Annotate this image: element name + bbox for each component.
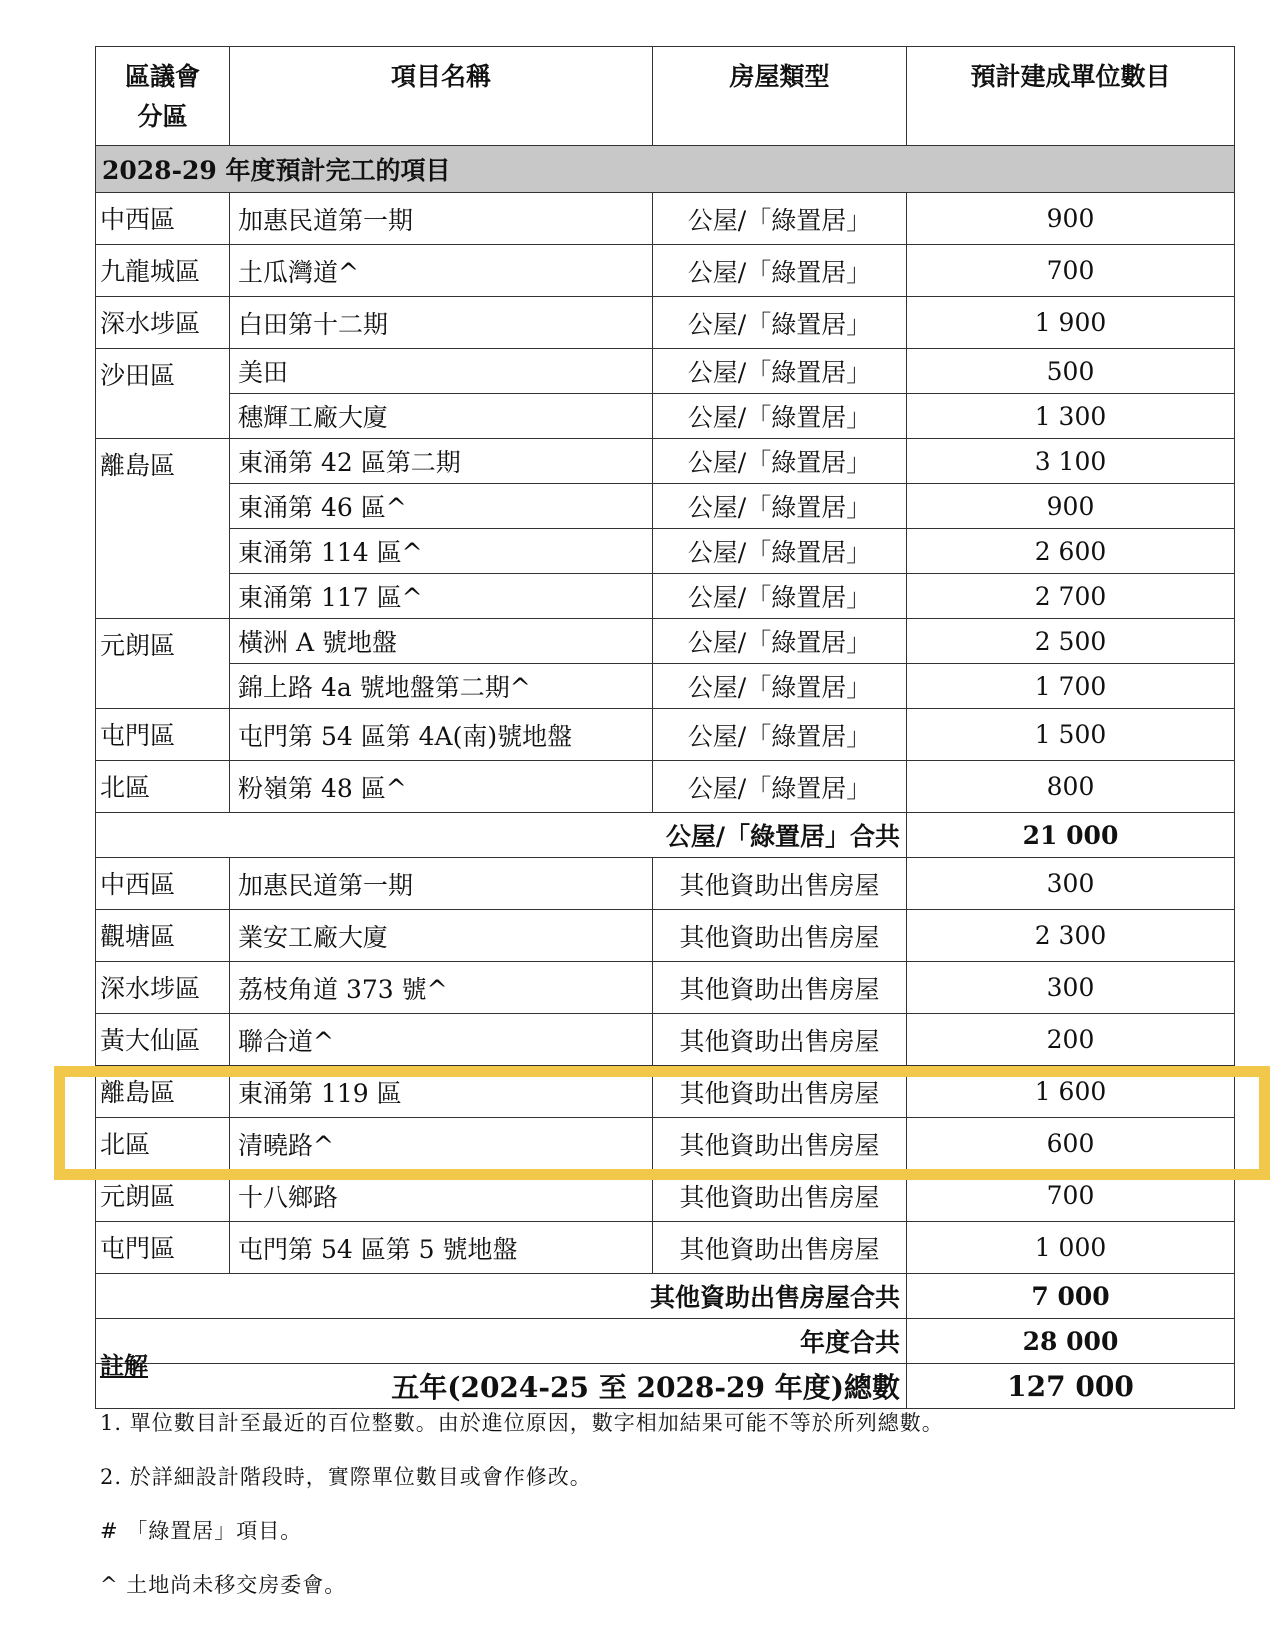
housing-type-cell: 公屋/「綠置居」 <box>653 529 907 574</box>
public-housing-row <box>96 439 1235 484</box>
district-cell: 黃大仙區 <box>96 1014 230 1066</box>
other-housing-row <box>96 1066 1235 1118</box>
project-name-cell: 十八鄉路 <box>230 1170 653 1222</box>
project-name-cell: 東涌第 42 區第二期 <box>230 439 653 484</box>
district-cell: 元朗區 <box>96 619 230 709</box>
header-district <box>96 47 230 146</box>
district-cell: 沙田區 <box>96 349 230 439</box>
district-cell: 離島區 <box>96 439 230 619</box>
housing-type-cell: 其他資助出售房屋 <box>653 1066 907 1118</box>
project-name-cell: 荔枝角道 373 號^ <box>230 962 653 1014</box>
public-housing-row <box>96 529 1235 574</box>
district-cell: 離島區 <box>96 1066 230 1118</box>
table-header-row <box>96 47 1235 146</box>
units-cell: 900 <box>907 484 1235 529</box>
housing-type-cell: 其他資助出售房屋 <box>653 962 907 1014</box>
units-cell: 600 <box>907 1118 1235 1170</box>
header-district-line-2: 分區 <box>137 102 188 131</box>
units-cell: 700 <box>907 1170 1235 1222</box>
housing-type-cell: 公屋/「綠置居」 <box>653 619 907 664</box>
housing-type-cell: 公屋/「綠置居」 <box>653 574 907 619</box>
district-cell: 觀塘區 <box>96 910 230 962</box>
units-cell: 300 <box>907 858 1235 910</box>
other-housing-row <box>96 962 1235 1014</box>
project-name-cell: 業安工廠大廈 <box>230 910 653 962</box>
units-cell: 700 <box>907 245 1235 297</box>
project-name-cell: 東涌第 114 區^ <box>230 529 653 574</box>
public-housing-row <box>96 245 1235 297</box>
other-housing-row <box>96 858 1235 910</box>
notes-section <box>100 1346 944 1623</box>
units-cell: 1 900 <box>907 297 1235 349</box>
year-total-units: 28 000 <box>907 1319 1235 1364</box>
public-housing-row <box>96 297 1235 349</box>
housing-type-cell: 公屋/「綠置居」 <box>653 349 907 394</box>
other-housing-row <box>96 1222 1235 1274</box>
district-cell: 九龍城區 <box>96 245 230 297</box>
grand-total-label: 五年(2024-25 至 2028-29 年度)總數 <box>96 1364 907 1409</box>
housing-type-cell: 公屋/「綠置居」 <box>653 439 907 484</box>
units-cell: 1 600 <box>907 1066 1235 1118</box>
units-cell: 1 300 <box>907 394 1235 439</box>
housing-type-cell: 公屋/「綠置居」 <box>653 484 907 529</box>
public-subtotal-units: 21 000 <box>907 813 1235 858</box>
note-line-hash: # 「綠置居」項目。 <box>100 1519 303 1543</box>
public-housing-row <box>96 619 1235 664</box>
note-line-2: 2. 於詳細設計階段時，實際單位數目或會作修改。 <box>100 1465 592 1489</box>
district-cell: 中西區 <box>96 193 230 245</box>
public-subtotal <box>96 813 1235 858</box>
project-name-cell: 加惠民道第一期 <box>230 858 653 910</box>
units-cell: 900 <box>907 193 1235 245</box>
project-name-cell: 東涌第 119 區 <box>230 1066 653 1118</box>
housing-type-cell: 公屋/「綠置居」 <box>653 394 907 439</box>
units-cell: 800 <box>907 761 1235 813</box>
header-units: 預計建成單位數目 <box>907 47 1235 146</box>
units-cell: 3 100 <box>907 439 1235 484</box>
project-name-cell: 粉嶺第 48 區^ <box>230 761 653 813</box>
housing-type-cell: 公屋/「綠置居」 <box>653 297 907 349</box>
housing-type-cell: 其他資助出售房屋 <box>653 858 907 910</box>
housing-type-cell: 公屋/「綠置居」 <box>653 761 907 813</box>
other-housing-row <box>96 1118 1235 1170</box>
year-total-label: 年度合共 <box>96 1319 907 1364</box>
note-line-1: 1. 單位數目計至最近的百位整數。由於進位原因，數字相加結果可能不等於所列總數。 <box>100 1411 944 1435</box>
notes-title: 註解 <box>100 1351 148 1380</box>
note-line-caret: ^ 土地尚未移交房委會。 <box>100 1573 347 1597</box>
public-housing-row <box>96 574 1235 619</box>
housing-type-cell: 其他資助出售房屋 <box>653 1170 907 1222</box>
district-cell: 北區 <box>96 1118 230 1170</box>
public-housing-row <box>96 484 1235 529</box>
project-name-cell: 美田 <box>230 349 653 394</box>
units-cell: 2 600 <box>907 529 1235 574</box>
housing-type-cell: 其他資助出售房屋 <box>653 1222 907 1274</box>
project-name-cell: 穗輝工廠大廈 <box>230 394 653 439</box>
other-housing-row <box>96 1014 1235 1066</box>
project-name-cell: 東涌第 117 區^ <box>230 574 653 619</box>
units-cell: 200 <box>907 1014 1235 1066</box>
header-district-line-1: 區議會 <box>124 62 200 91</box>
section-title: 2028-29 年度預計完工的項目 <box>96 146 1235 193</box>
units-cell: 1 000 <box>907 1222 1235 1274</box>
project-name-cell: 清曉路^ <box>230 1118 653 1170</box>
housing-type-cell: 其他資助出售房屋 <box>653 910 907 962</box>
housing-type-cell: 公屋/「綠置居」 <box>653 193 907 245</box>
other-subtotal-label: 其他資助出售房屋合共 <box>96 1274 907 1319</box>
public-housing-row <box>96 349 1235 394</box>
units-cell: 500 <box>907 349 1235 394</box>
district-cell: 北區 <box>96 761 230 813</box>
district-cell: 屯門區 <box>96 1222 230 1274</box>
district-cell: 中西區 <box>96 858 230 910</box>
units-cell: 2 300 <box>907 910 1235 962</box>
project-name-cell: 加惠民道第一期 <box>230 193 653 245</box>
district-cell: 深水埗區 <box>96 962 230 1014</box>
other-subtotal <box>96 1274 1235 1319</box>
public-housing-row <box>96 193 1235 245</box>
project-name-cell: 錦上路 4a 號地盤第二期^ <box>230 664 653 709</box>
units-cell: 1 500 <box>907 709 1235 761</box>
district-cell: 屯門區 <box>96 709 230 761</box>
district-cell: 深水埗區 <box>96 297 230 349</box>
units-cell: 2 500 <box>907 619 1235 664</box>
housing-type-cell: 公屋/「綠置居」 <box>653 709 907 761</box>
header-project-name: 項目名稱 <box>230 47 653 146</box>
housing-type-cell: 公屋/「綠置居」 <box>653 664 907 709</box>
public-housing-row <box>96 709 1235 761</box>
grand-total-units: 127 000 <box>907 1364 1235 1409</box>
project-name-cell: 橫洲 A 號地盤 <box>230 619 653 664</box>
units-cell: 2 700 <box>907 574 1235 619</box>
other-housing-row <box>96 1170 1235 1222</box>
project-name-cell: 東涌第 46 區^ <box>230 484 653 529</box>
project-name-cell: 土瓜灣道^ <box>230 245 653 297</box>
project-name-cell: 屯門第 54 區第 5 號地盤 <box>230 1222 653 1274</box>
housing-type-cell: 其他資助出售房屋 <box>653 1118 907 1170</box>
project-name-cell: 白田第十二期 <box>230 297 653 349</box>
housing-type-cell: 其他資助出售房屋 <box>653 1014 907 1066</box>
public-housing-row <box>96 394 1235 439</box>
public-subtotal-label: 公屋/「綠置居」合共 <box>96 813 907 858</box>
project-name-cell: 聯合道^ <box>230 1014 653 1066</box>
header-housing-type: 房屋類型 <box>653 47 907 146</box>
public-housing-row <box>96 761 1235 813</box>
units-cell: 1 700 <box>907 664 1235 709</box>
public-housing-row <box>96 664 1235 709</box>
units-cell: 300 <box>907 962 1235 1014</box>
other-subtotal-units: 7 000 <box>907 1274 1235 1319</box>
housing-type-cell: 公屋/「綠置居」 <box>653 245 907 297</box>
project-name-cell: 屯門第 54 區第 4A(南)號地盤 <box>230 709 653 761</box>
section-row <box>96 146 1235 193</box>
other-housing-row <box>96 910 1235 962</box>
district-cell: 元朗區 <box>96 1170 230 1222</box>
housing-projects-table <box>95 46 1235 1409</box>
